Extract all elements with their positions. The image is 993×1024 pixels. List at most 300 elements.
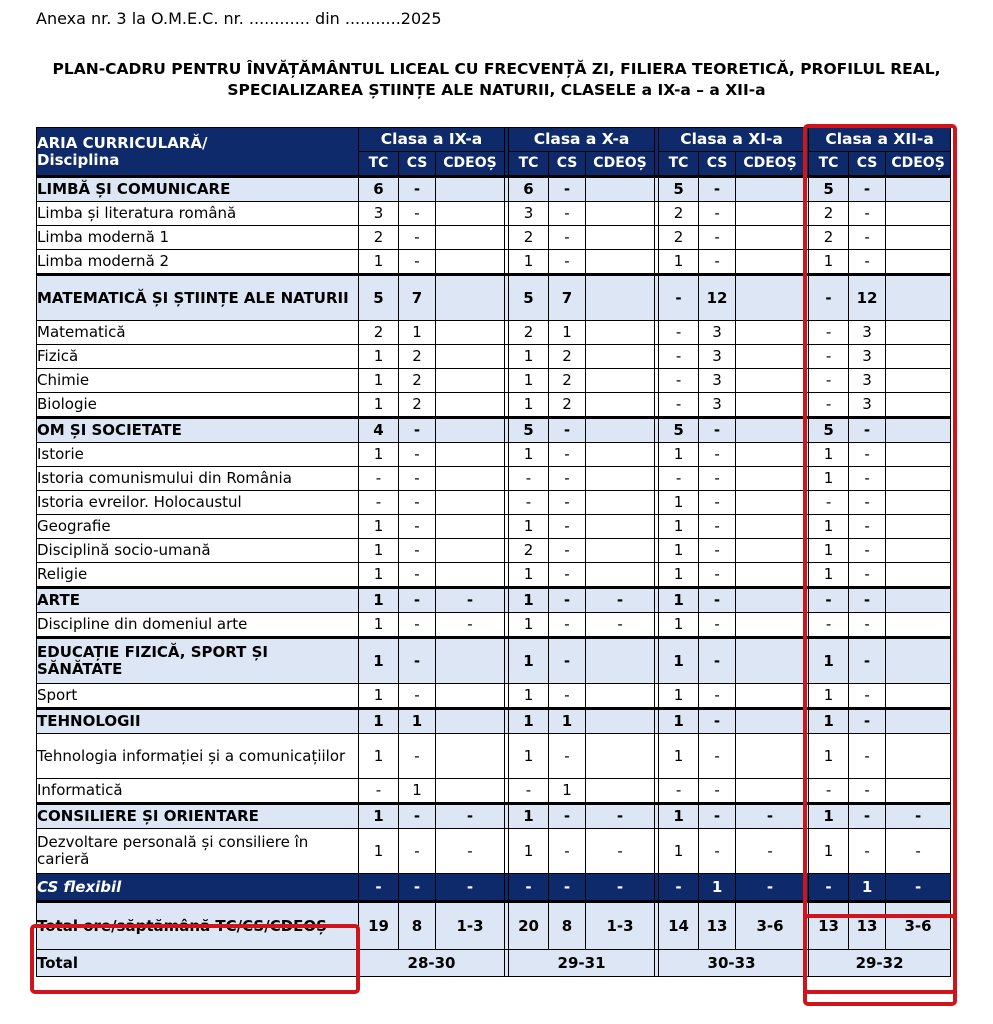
hours-cell <box>586 779 655 804</box>
header-sub-cdeoș: CDEOȘ <box>736 152 805 177</box>
hours-cell: - <box>399 202 436 226</box>
hours-cell: 1 <box>509 393 549 418</box>
hours-cell <box>886 638 951 684</box>
hours-cell: 3-6 <box>736 902 805 950</box>
hours-cell: 1 <box>359 684 399 709</box>
hours-cell <box>886 418 951 443</box>
category-name: EDUCAȚIE FIZICĂ, SPORT ȘI SĂNĂTATE <box>37 638 359 684</box>
header-sub-tc: TC <box>359 152 399 177</box>
hours-cell: - <box>849 202 886 226</box>
hours-cell: - <box>849 829 886 874</box>
hours-cell: - <box>849 177 886 202</box>
hours-cell: - <box>886 829 951 874</box>
hours-cell: - <box>699 638 736 684</box>
header-area-line1: ARIA CURRICULARĂ/ <box>37 133 208 152</box>
header-sub-cs: CS <box>699 152 736 177</box>
cat-row <box>37 177 951 202</box>
hours-cell: - <box>659 321 699 345</box>
hours-cell <box>886 515 951 539</box>
hours-cell: 3-6 <box>886 902 951 950</box>
hours-cell: 5 <box>809 418 849 443</box>
hours-cell: 1 <box>359 734 399 779</box>
hours-cell: - <box>549 226 586 250</box>
hours-cell: 13 <box>699 902 736 950</box>
hours-cell: - <box>509 467 549 491</box>
hours-cell <box>586 467 655 491</box>
hours-cell: - <box>659 393 699 418</box>
hours-cell: - <box>699 804 736 829</box>
hours-cell: 3 <box>699 321 736 345</box>
hours-cell: 1 <box>359 829 399 874</box>
hours-cell <box>886 443 951 467</box>
discipline-row <box>37 467 951 491</box>
hours-cell: 1 <box>359 709 399 734</box>
hours-cell: - <box>886 874 951 902</box>
hours-cell: 1 <box>549 779 586 804</box>
hours-cell: - <box>699 684 736 709</box>
hours-cell: 2 <box>659 226 699 250</box>
hours-cell: - <box>549 202 586 226</box>
hours-cell: - <box>809 321 849 345</box>
hours-cell <box>886 250 951 275</box>
hours-cell: 1 <box>359 588 399 613</box>
hours-cell: - <box>436 804 505 829</box>
hours-cell <box>886 563 951 588</box>
category-name: OM ȘI SOCIETATE <box>37 418 359 443</box>
hours-cell: 5 <box>659 177 699 202</box>
header-sub-tc: TC <box>659 152 699 177</box>
header-sub-tc: TC <box>809 152 849 177</box>
discipline-row <box>37 321 951 345</box>
hours-cell: - <box>849 226 886 250</box>
title-line-1: PLAN-CADRU PENTRU ÎNVĂȚĂMÂNTUL LICEAL CU FRECVENȚĂ ZI, FILIERA TEORETICĂ, PROFILUL REAL, <box>52 60 941 78</box>
hours-cell <box>436 734 505 779</box>
cat-row <box>37 638 951 684</box>
hours-cell: 1 <box>659 515 699 539</box>
grand-total-value: 29-32 <box>809 950 951 977</box>
discipline-name: Sport <box>37 684 359 709</box>
hours-cell: - <box>549 874 586 902</box>
hours-cell: - <box>699 226 736 250</box>
header-class-10: Clasa a X-a <box>509 128 655 152</box>
hours-cell: 1 <box>659 588 699 613</box>
hours-cell <box>886 491 951 515</box>
hours-cell: 6 <box>509 177 549 202</box>
hours-cell: - <box>399 734 436 779</box>
discipline-name: Disciplină socio-umană <box>37 539 359 563</box>
hours-cell <box>436 491 505 515</box>
hours-cell: 1 <box>849 874 886 902</box>
hours-cell: - <box>659 369 699 393</box>
hours-cell <box>436 393 505 418</box>
hours-cell: - <box>399 829 436 874</box>
hours-cell: - <box>549 588 586 613</box>
category-name: TEHNOLOGII <box>37 709 359 734</box>
hours-cell: - <box>509 779 549 804</box>
hours-cell: - <box>436 613 505 638</box>
hours-cell <box>436 515 505 539</box>
hours-cell: - <box>849 443 886 467</box>
hours-cell: - <box>736 829 805 874</box>
hours-cell: 1 <box>359 563 399 588</box>
header-class-9: Clasa a IX-a <box>359 128 505 152</box>
hours-cell: - <box>699 515 736 539</box>
hours-cell: - <box>659 275 699 321</box>
hours-cell: - <box>399 588 436 613</box>
hours-cell: - <box>849 779 886 804</box>
hours-cell: 2 <box>359 321 399 345</box>
hours-cell <box>736 250 805 275</box>
hours-cell: 1 <box>509 804 549 829</box>
hours-cell <box>436 443 505 467</box>
hours-cell: 1 <box>509 250 549 275</box>
hours-cell: - <box>509 874 549 902</box>
hours-cell: - <box>849 491 886 515</box>
hours-cell: - <box>359 491 399 515</box>
hours-cell <box>886 321 951 345</box>
hours-cell <box>586 250 655 275</box>
hours-cell: - <box>699 539 736 563</box>
hours-cell: - <box>849 613 886 638</box>
hours-cell: - <box>586 874 655 902</box>
discipline-row <box>37 202 951 226</box>
hours-cell: - <box>809 779 849 804</box>
hours-cell: 1-3 <box>436 902 505 950</box>
hours-cell: 2 <box>399 369 436 393</box>
hours-cell: - <box>849 588 886 613</box>
hours-cell: - <box>699 467 736 491</box>
hours-cell: 1 <box>359 393 399 418</box>
discipline-name: Tehnologia informației și a comunicațiilor <box>37 734 359 779</box>
hours-cell: - <box>736 804 805 829</box>
hours-cell: 1 <box>809 539 849 563</box>
hours-cell: 1 <box>809 734 849 779</box>
hours-cell: - <box>399 684 436 709</box>
hours-cell: - <box>699 613 736 638</box>
hours-cell: 3 <box>699 369 736 393</box>
hours-cell: 1 <box>359 369 399 393</box>
hours-cell <box>436 369 505 393</box>
hours-cell: 1 <box>509 369 549 393</box>
category-name: Total ore/săptămână TC/CS/CDEOȘ <box>37 902 359 950</box>
hours-cell: 1 <box>809 563 849 588</box>
hours-cell: - <box>849 467 886 491</box>
hours-cell: 1 <box>659 684 699 709</box>
hours-cell <box>886 202 951 226</box>
hours-cell: 1 <box>659 804 699 829</box>
hours-cell: 20 <box>509 902 549 950</box>
hours-cell <box>586 515 655 539</box>
hours-cell: - <box>699 250 736 275</box>
hours-cell: 1 <box>809 467 849 491</box>
hours-cell: 2 <box>359 226 399 250</box>
discipline-name: Dezvoltare personală și consiliere în carieră <box>37 829 359 874</box>
category-name: CONSILIERE ȘI ORIENTARE <box>37 804 359 829</box>
hours-cell <box>736 684 805 709</box>
grand-total-value: 29-31 <box>509 950 655 977</box>
annex-reference: Anexa nr. 3 la O.M.E.C. nr. ............ din ...........2025 <box>36 9 442 28</box>
hours-cell <box>736 443 805 467</box>
hours-cell: 1 <box>809 829 849 874</box>
hours-cell: 1 <box>659 829 699 874</box>
hours-cell: - <box>399 804 436 829</box>
discipline-name: Informatică <box>37 779 359 804</box>
hours-cell <box>436 563 505 588</box>
hours-cell: - <box>886 804 951 829</box>
discipline-row <box>37 515 951 539</box>
hours-cell: - <box>809 275 849 321</box>
hours-cell: - <box>736 874 805 902</box>
curriculum-plan-table <box>36 127 951 977</box>
hours-cell <box>586 226 655 250</box>
hours-cell: 1 <box>809 709 849 734</box>
discipline-row <box>37 684 951 709</box>
hours-cell <box>886 779 951 804</box>
discipline-name: Istoria evreilor. Holocaustul <box>37 491 359 515</box>
hours-cell: 2 <box>509 539 549 563</box>
discipline-name: Discipline din domeniul arte <box>37 613 359 638</box>
hours-cell: 1 <box>509 443 549 467</box>
total-row <box>37 902 951 950</box>
hours-cell: - <box>659 345 699 369</box>
hours-cell <box>886 177 951 202</box>
category-name: ARTE <box>37 588 359 613</box>
hours-cell: 1 <box>549 709 586 734</box>
hours-cell: 2 <box>509 321 549 345</box>
hours-cell: 1 <box>549 321 586 345</box>
discipline-row <box>37 779 951 804</box>
hours-cell: 2 <box>809 226 849 250</box>
hours-cell: - <box>809 613 849 638</box>
hours-cell: 3 <box>849 369 886 393</box>
hours-cell: 1 <box>359 539 399 563</box>
hours-cell: 1 <box>699 874 736 902</box>
hours-cell <box>586 345 655 369</box>
hours-cell <box>736 275 805 321</box>
hours-cell <box>736 226 805 250</box>
hours-cell: - <box>849 515 886 539</box>
hours-cell <box>736 177 805 202</box>
header-sub-cs: CS <box>399 152 436 177</box>
hours-cell <box>736 202 805 226</box>
hours-cell: 1 <box>659 539 699 563</box>
hours-cell: 13 <box>849 902 886 950</box>
hours-cell: - <box>699 418 736 443</box>
hours-cell: - <box>549 515 586 539</box>
discipline-row <box>37 250 951 275</box>
hours-cell: - <box>849 563 886 588</box>
hours-cell <box>436 467 505 491</box>
title-line-2: SPECIALIZAREA ȘTIINȚE ALE NATURII, CLASELE a IX-a – a XII-a <box>227 81 766 99</box>
hours-cell: - <box>549 250 586 275</box>
hours-cell: 1 <box>809 443 849 467</box>
hours-cell <box>436 684 505 709</box>
hours-cell: - <box>849 684 886 709</box>
hours-cell: - <box>549 734 586 779</box>
hours-cell: 5 <box>509 418 549 443</box>
hours-cell: - <box>586 613 655 638</box>
hours-cell: - <box>849 418 886 443</box>
hours-cell: 1 <box>399 321 436 345</box>
hours-cell <box>736 321 805 345</box>
hours-cell <box>736 393 805 418</box>
category-name: MATEMATICĂ ȘI ȘTIINȚE ALE NATURII <box>37 275 359 321</box>
hours-cell: - <box>699 177 736 202</box>
hours-cell: 1 <box>359 345 399 369</box>
hours-cell: - <box>586 829 655 874</box>
hours-cell: - <box>436 829 505 874</box>
hours-cell <box>736 779 805 804</box>
discipline-row <box>37 613 951 638</box>
hours-cell: 3 <box>849 321 886 345</box>
hours-cell <box>586 709 655 734</box>
hours-cell: - <box>399 443 436 467</box>
cat-row <box>37 588 951 613</box>
hours-cell: - <box>849 638 886 684</box>
hours-cell: - <box>399 563 436 588</box>
hours-cell: - <box>436 588 505 613</box>
hours-cell: 1 <box>359 804 399 829</box>
hours-cell: 1 <box>659 250 699 275</box>
hours-cell <box>736 734 805 779</box>
hours-cell: - <box>549 638 586 684</box>
hours-cell: - <box>849 250 886 275</box>
hours-cell: 3 <box>699 345 736 369</box>
hours-cell: 2 <box>549 393 586 418</box>
hours-cell <box>736 613 805 638</box>
hours-cell: - <box>399 226 436 250</box>
hours-cell <box>586 418 655 443</box>
hours-cell: - <box>399 515 436 539</box>
grand-total-value: 30-33 <box>659 950 805 977</box>
discipline-name: Limba și literatura română <box>37 202 359 226</box>
hours-cell: - <box>699 202 736 226</box>
discipline-name: Istorie <box>37 443 359 467</box>
hours-cell: - <box>549 563 586 588</box>
header-area-line2: Disciplina <box>37 150 120 169</box>
hours-cell <box>586 539 655 563</box>
hours-cell: 1 <box>509 829 549 874</box>
hours-cell <box>436 638 505 684</box>
hours-cell: 1 <box>809 804 849 829</box>
hours-cell: - <box>549 613 586 638</box>
hours-cell: 2 <box>549 345 586 369</box>
discipline-row <box>37 563 951 588</box>
hours-cell: - <box>809 369 849 393</box>
hours-cell: - <box>549 491 586 515</box>
hours-cell <box>586 393 655 418</box>
hours-cell: - <box>359 874 399 902</box>
discipline-name: Istoria comunismului din România <box>37 467 359 491</box>
hours-cell <box>586 734 655 779</box>
hours-cell <box>436 321 505 345</box>
hours-cell: 5 <box>659 418 699 443</box>
hours-cell: 6 <box>359 177 399 202</box>
hours-cell <box>436 345 505 369</box>
hours-cell: - <box>699 588 736 613</box>
hours-cell: - <box>809 393 849 418</box>
hours-cell: - <box>549 443 586 467</box>
discipline-row <box>37 345 951 369</box>
hours-cell: 1 <box>809 515 849 539</box>
hours-cell: 1 <box>359 613 399 638</box>
hours-cell: - <box>549 467 586 491</box>
hours-cell <box>886 226 951 250</box>
hours-cell: - <box>549 177 586 202</box>
hours-cell: 1 <box>659 613 699 638</box>
hours-cell: - <box>359 467 399 491</box>
header-sub-cdeoș: CDEOȘ <box>436 152 505 177</box>
hours-cell <box>736 491 805 515</box>
header-area-label <box>37 128 359 177</box>
hours-cell: 3 <box>509 202 549 226</box>
hours-cell <box>586 443 655 467</box>
hours-cell: 2 <box>509 226 549 250</box>
hours-cell <box>436 779 505 804</box>
discipline-name: Limba modernă 2 <box>37 250 359 275</box>
discipline-name: Biologie <box>37 393 359 418</box>
hours-cell: 19 <box>359 902 399 950</box>
discipline-row <box>37 226 951 250</box>
header-sub-cs: CS <box>549 152 586 177</box>
hours-cell: - <box>809 345 849 369</box>
hours-cell: 1 <box>509 638 549 684</box>
discipline-row <box>37 369 951 393</box>
hours-cell: 13 <box>809 902 849 950</box>
hours-cell: - <box>399 613 436 638</box>
hours-cell: 1 <box>509 734 549 779</box>
discipline-name: Chimie <box>37 369 359 393</box>
hours-cell <box>436 539 505 563</box>
hours-cell: 8 <box>549 902 586 950</box>
hours-cell <box>886 613 951 638</box>
hours-cell: 1 <box>659 638 699 684</box>
hours-cell: - <box>699 443 736 467</box>
hours-cell <box>886 709 951 734</box>
header-sub-cdeoș: CDEOȘ <box>586 152 655 177</box>
hours-cell: 1 <box>809 638 849 684</box>
hours-cell <box>436 275 505 321</box>
discipline-name: Limba modernă 1 <box>37 226 359 250</box>
category-name: LIMBĂ ȘI COMUNICARE <box>37 177 359 202</box>
hours-cell: - <box>549 418 586 443</box>
hours-cell: 1 <box>359 638 399 684</box>
hours-cell <box>736 638 805 684</box>
grand-row <box>37 950 951 977</box>
hours-cell <box>436 226 505 250</box>
hours-cell: 7 <box>399 275 436 321</box>
hours-cell <box>736 515 805 539</box>
cat-row <box>37 275 951 321</box>
hours-cell <box>736 467 805 491</box>
hours-cell: - <box>809 588 849 613</box>
header-class-11: Clasa a XI-a <box>659 128 805 152</box>
hours-cell: - <box>399 539 436 563</box>
hours-cell: - <box>399 250 436 275</box>
hours-cell: 2 <box>399 345 436 369</box>
hours-cell: - <box>699 779 736 804</box>
hours-cell <box>586 202 655 226</box>
hours-cell: - <box>586 588 655 613</box>
hours-cell <box>586 321 655 345</box>
hours-cell: 1 <box>509 563 549 588</box>
hours-cell <box>886 539 951 563</box>
hours-cell: 2 <box>659 202 699 226</box>
hours-cell <box>886 275 951 321</box>
cat-row <box>37 709 951 734</box>
discipline-row <box>37 539 951 563</box>
hours-cell: 1 <box>359 443 399 467</box>
